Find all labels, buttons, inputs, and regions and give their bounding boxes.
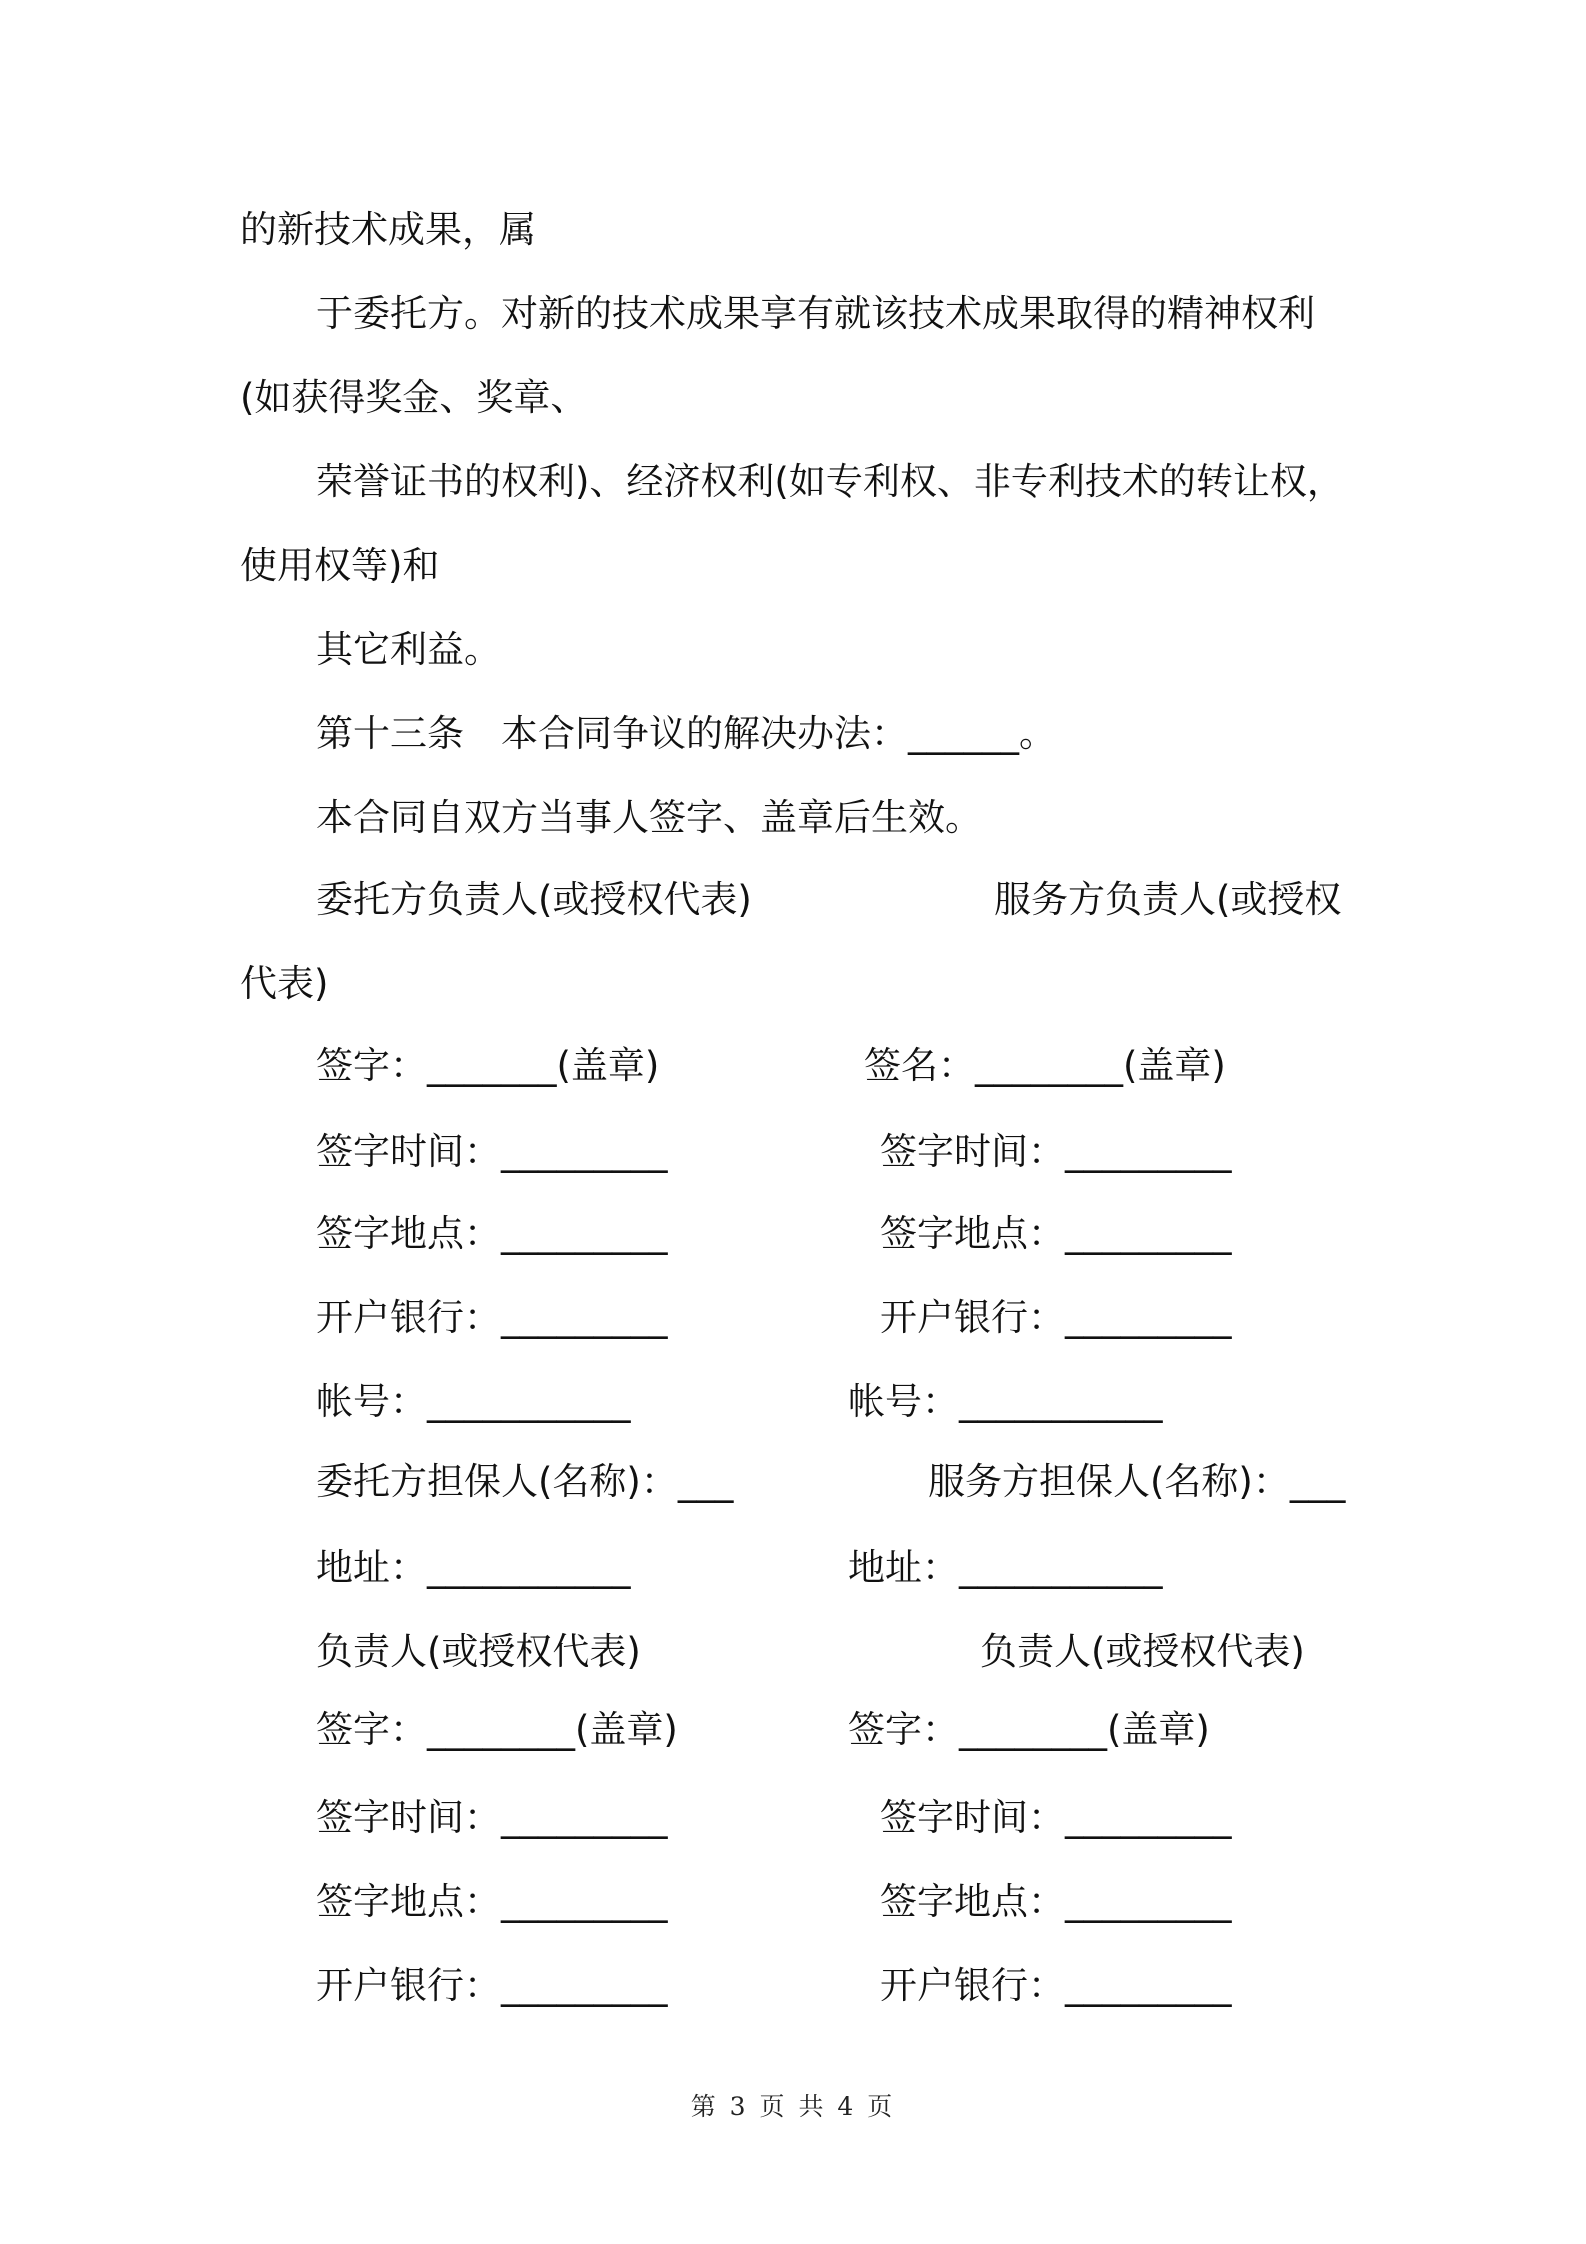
principal-rep-heading: 委托方负责人(或授权代表) <box>316 878 752 921</box>
service-account-field: 帐号：___________ <box>848 1380 1163 1423</box>
service-guarantor-heading: 服务方担保人(名称)：___ <box>928 1460 1346 1503</box>
service-sign-field: 签名：________(盖章) <box>864 1044 1226 1087</box>
service-guarantor-address: 地址：___________ <box>848 1546 1163 1589</box>
principal-sign-place-field: 签字地点：_________ <box>316 1212 668 1255</box>
principal-guarantor-heading: 委托方担保人(名称)：___ <box>316 1460 734 1503</box>
principal-account-field: 帐号：___________ <box>316 1380 631 1423</box>
body-line-2: 于委托方。对新的技术成果享有就该技术成果取得的精神权利 <box>316 292 1315 335</box>
service-guarantor-place: 签字地点：_________ <box>880 1880 1232 1923</box>
body-line-4: 荣誉证书的权利)、经济权利(如专利权、非专利技术的转让权， <box>316 460 1344 503</box>
body-line-3: (如获得奖金、奖章、 <box>240 376 588 419</box>
principal-guarantor-place: 签字地点：_________ <box>316 1880 668 1923</box>
page-number: 第 3 页 共 4 页 <box>690 2092 896 2121</box>
service-guarantor-rep: 负责人(或授权代表) <box>980 1630 1305 1673</box>
service-sign-place-field: 签字地点：_________ <box>880 1212 1232 1255</box>
service-guarantor-sign: 签字：________(盖章) <box>848 1708 1210 1751</box>
service-guarantor-bank: 开户银行：_________ <box>880 1964 1232 2007</box>
principal-guarantor-sign: 签字：________(盖章) <box>316 1708 678 1751</box>
body-line-6: 其它利益。 <box>316 628 501 671</box>
principal-guarantor-address: 地址：___________ <box>316 1546 631 1589</box>
effective-clause: 本合同自双方当事人签字、盖章后生效。 <box>316 796 982 839</box>
dispute-clause: 第十三条 本合同争议的解决办法：______。 <box>316 712 1056 755</box>
body-line-1: 的新技术成果，属 <box>240 208 536 251</box>
principal-guarantor-bank: 开户银行：_________ <box>316 1964 668 2007</box>
service-rep-heading: 服务方负责人(或授权 <box>994 878 1342 921</box>
body-line-5: 使用权等)和 <box>240 544 440 587</box>
service-bank-field: 开户银行：_________ <box>880 1296 1232 1339</box>
principal-bank-field: 开户银行：_________ <box>316 1296 668 1339</box>
principal-guarantor-rep: 负责人(或授权代表) <box>316 1630 641 1673</box>
principal-sign-time-field: 签字时间：_________ <box>316 1130 668 1173</box>
service-guarantor-time: 签字时间：_________ <box>880 1796 1232 1839</box>
service-rep-heading-wrap: 代表) <box>240 962 329 1005</box>
principal-guarantor-time: 签字时间：_________ <box>316 1796 668 1839</box>
service-sign-time-field: 签字时间：_________ <box>880 1130 1232 1173</box>
principal-sign-field: 签字：_______(盖章) <box>316 1044 660 1087</box>
